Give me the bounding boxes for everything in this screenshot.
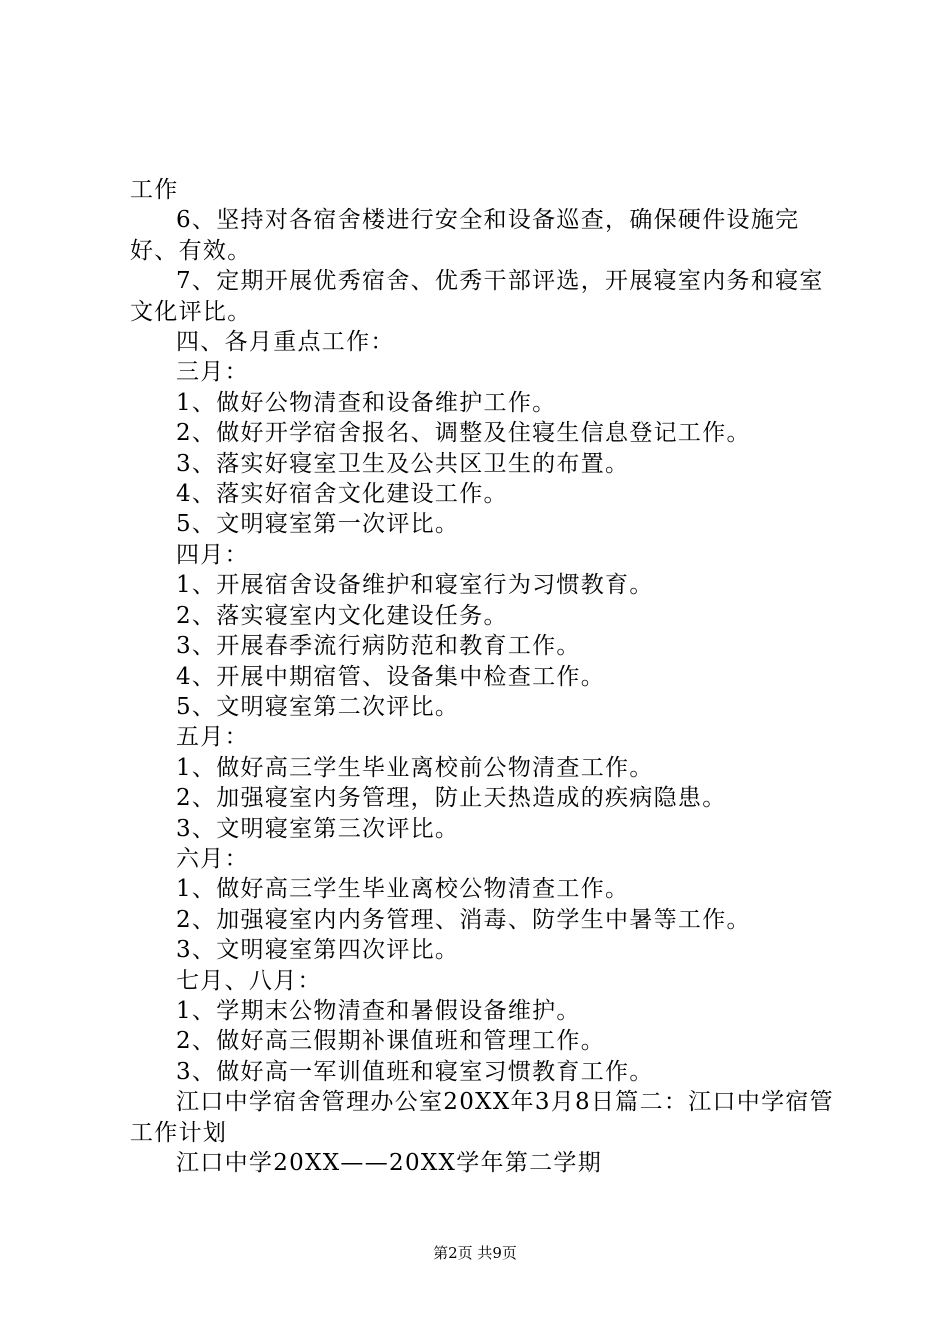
month-heading-may: 五月：	[176, 724, 249, 751]
march-item-5: 5、文明寝室第一次评比。	[176, 511, 460, 538]
section-heading-monthly: 四、各月重点工作：	[176, 329, 395, 356]
paragraph-item-7: 7、定期开展优秀宿舍、优秀干部评选，开展寝室内务和寝室文化评比。	[130, 268, 824, 325]
document-body	[130, 175, 840, 1178]
june-item-1: 1、做好高三学生毕业离校公物清查工作。	[176, 876, 630, 903]
month-heading-june: 六月：	[176, 845, 249, 872]
page-number-footer: 第2页 共9页	[433, 1244, 517, 1262]
june-item-3: 3、文明寝室第四次评比。	[176, 937, 460, 964]
april-item-5: 5、文明寝室第二次评比。	[176, 693, 460, 720]
month-heading-march: 三月：	[176, 359, 249, 386]
school-year-line: 江口中学20XX——20XX学年第二学期	[176, 1150, 603, 1176]
june-item-2: 2、加强寝室内内务管理、消毒、防学生中暑等工作。	[176, 906, 751, 933]
may-item-1: 1、做好高三学生毕业离校前公物清查工作。	[176, 754, 654, 781]
may-item-2: 2、加强寝室内务管理，防止天热造成的疾病隐患。	[176, 785, 727, 812]
july-august-item-1: 1、学期末公物清查和暑假设备维护。	[176, 997, 581, 1024]
april-item-4: 4、开展中期宿管、设备集中检查工作。	[176, 663, 606, 690]
month-heading-april: 四月：	[176, 541, 249, 568]
april-item-1: 1、开展宿舍设备维护和寝室行为习惯教育。	[176, 572, 654, 599]
april-item-3: 3、开展春季流行病防范和教育工作。	[176, 633, 581, 660]
signature-and-next-title: 江口中学宿舍管理办公室20XX年3月8日篇二：江口中学宿管工作计划	[130, 1089, 834, 1146]
july-august-item-3: 3、做好高一军训值班和寝室习惯教育工作。	[176, 1058, 654, 1085]
april-item-2: 2、落实寝室内文化建设任务。	[176, 602, 508, 629]
march-item-3: 3、落实好寝室卫生及公共区卫生的布置。	[176, 450, 630, 477]
paragraph-continuation: 工作	[130, 177, 179, 203]
may-item-3: 3、文明寝室第三次评比。	[176, 815, 460, 842]
month-heading-july-august: 七月、八月：	[176, 967, 322, 994]
march-item-1: 1、做好公物清查和设备维护工作。	[176, 389, 557, 416]
paragraph-item-6: 6、坚持对各宿舍楼进行安全和设备巡查，确保硬件设施完好、有效。	[130, 207, 800, 264]
july-august-item-2: 2、做好高三假期补课值班和管理工作。	[176, 1028, 606, 1055]
march-item-2: 2、做好开学宿舍报名、调整及住寝生信息登记工作。	[176, 420, 751, 447]
march-item-4: 4、落实好宿舍文化建设工作。	[176, 481, 508, 508]
